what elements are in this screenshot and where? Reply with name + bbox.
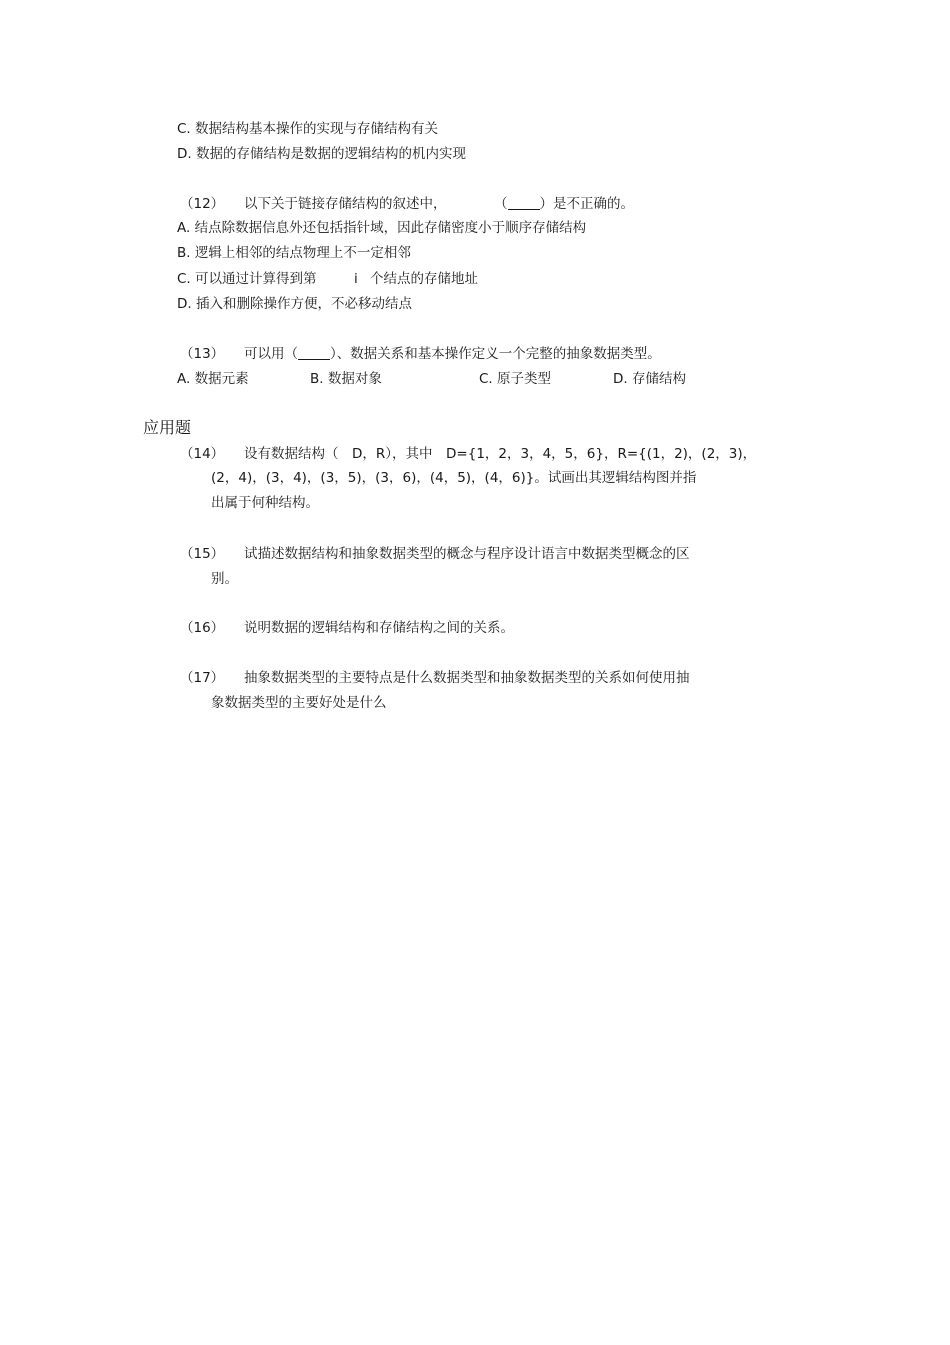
q15-line1: 试描述数据结构和抽象数据类型的概念与程序设计语言中数据类型概念的区 xyxy=(244,546,690,562)
q12-answer-blank xyxy=(508,196,540,210)
q12-option-c-var: i xyxy=(354,271,358,287)
q11-option-d: D. 数据的存储结构是数据的逻辑结构的机内实现 xyxy=(177,146,466,162)
q16-line1: 说明数据的逻辑结构和存储结构之间的关系。 xyxy=(244,620,514,636)
q15-line2: 别。 xyxy=(211,571,238,587)
q17-line1: 抽象数据类型的主要特点是什么数据类型和抽象数据类型的关系如何使用抽 xyxy=(244,670,690,686)
q13-number: （13） xyxy=(180,346,225,362)
q14-line2: (2，4)，(3，4)，(3，5)，(3，6)，(4，5)，(4，6)}。试画出其逻辑结构图并指 xyxy=(211,470,697,486)
q12-stem: 以下关于链接存储结构的叙述中， xyxy=(244,196,447,212)
q12-option-c: C. 可以通过计算得到第 xyxy=(177,271,317,287)
q13-stem-start: 可以用（ xyxy=(244,346,298,362)
q12-paren-close: ）是不正确的。 xyxy=(539,196,634,212)
q17-line2: 象数据类型的主要好处是什么 xyxy=(211,695,387,711)
q11-option-c: C. 数据结构基本操作的实现与存储结构有关 xyxy=(177,121,439,137)
q12-option-d: D. 插入和删除操作方便，不必移动结点 xyxy=(177,296,412,312)
q12-paren-open: （ xyxy=(494,196,508,212)
section-title: 应用题 xyxy=(143,418,192,437)
q14-line3: 出属于何种结构。 xyxy=(211,495,319,511)
q15-number: （15） xyxy=(180,546,225,562)
q14-line1: 设有数据结构（ D，R），其中 D={1，2，3，4，5，6}，R={(1，2)，(2，3)， xyxy=(244,446,757,462)
q12-option-b: B. 逻辑上相邻的结点物理上不一定相邻 xyxy=(177,245,411,261)
q13-option-d: D. 存储结构 xyxy=(613,371,686,387)
q13-option-c: C. 原子类型 xyxy=(479,371,552,387)
q12-stem-end xyxy=(494,195,634,213)
q17-number: （17） xyxy=(180,670,225,686)
q13-answer-blank xyxy=(298,346,330,360)
q12-option-a: A. 结点除数据信息外还包括指针域，因此存储密度小于顺序存储结构 xyxy=(177,220,587,236)
q12-number: （12） xyxy=(180,196,225,212)
q13-option-a: A. 数据元素 xyxy=(177,371,249,387)
q12-option-c-rest: 个结点的存储地址 xyxy=(370,271,478,287)
q16-number: （16） xyxy=(180,620,225,636)
q13-option-b: B. 数据对象 xyxy=(310,371,382,387)
q14-number: （14） xyxy=(180,446,225,462)
q13-stem-end: ）、数据关系和基本操作定义一个完整的抽象数据类型。 xyxy=(330,346,661,362)
q13-stem xyxy=(244,345,661,363)
